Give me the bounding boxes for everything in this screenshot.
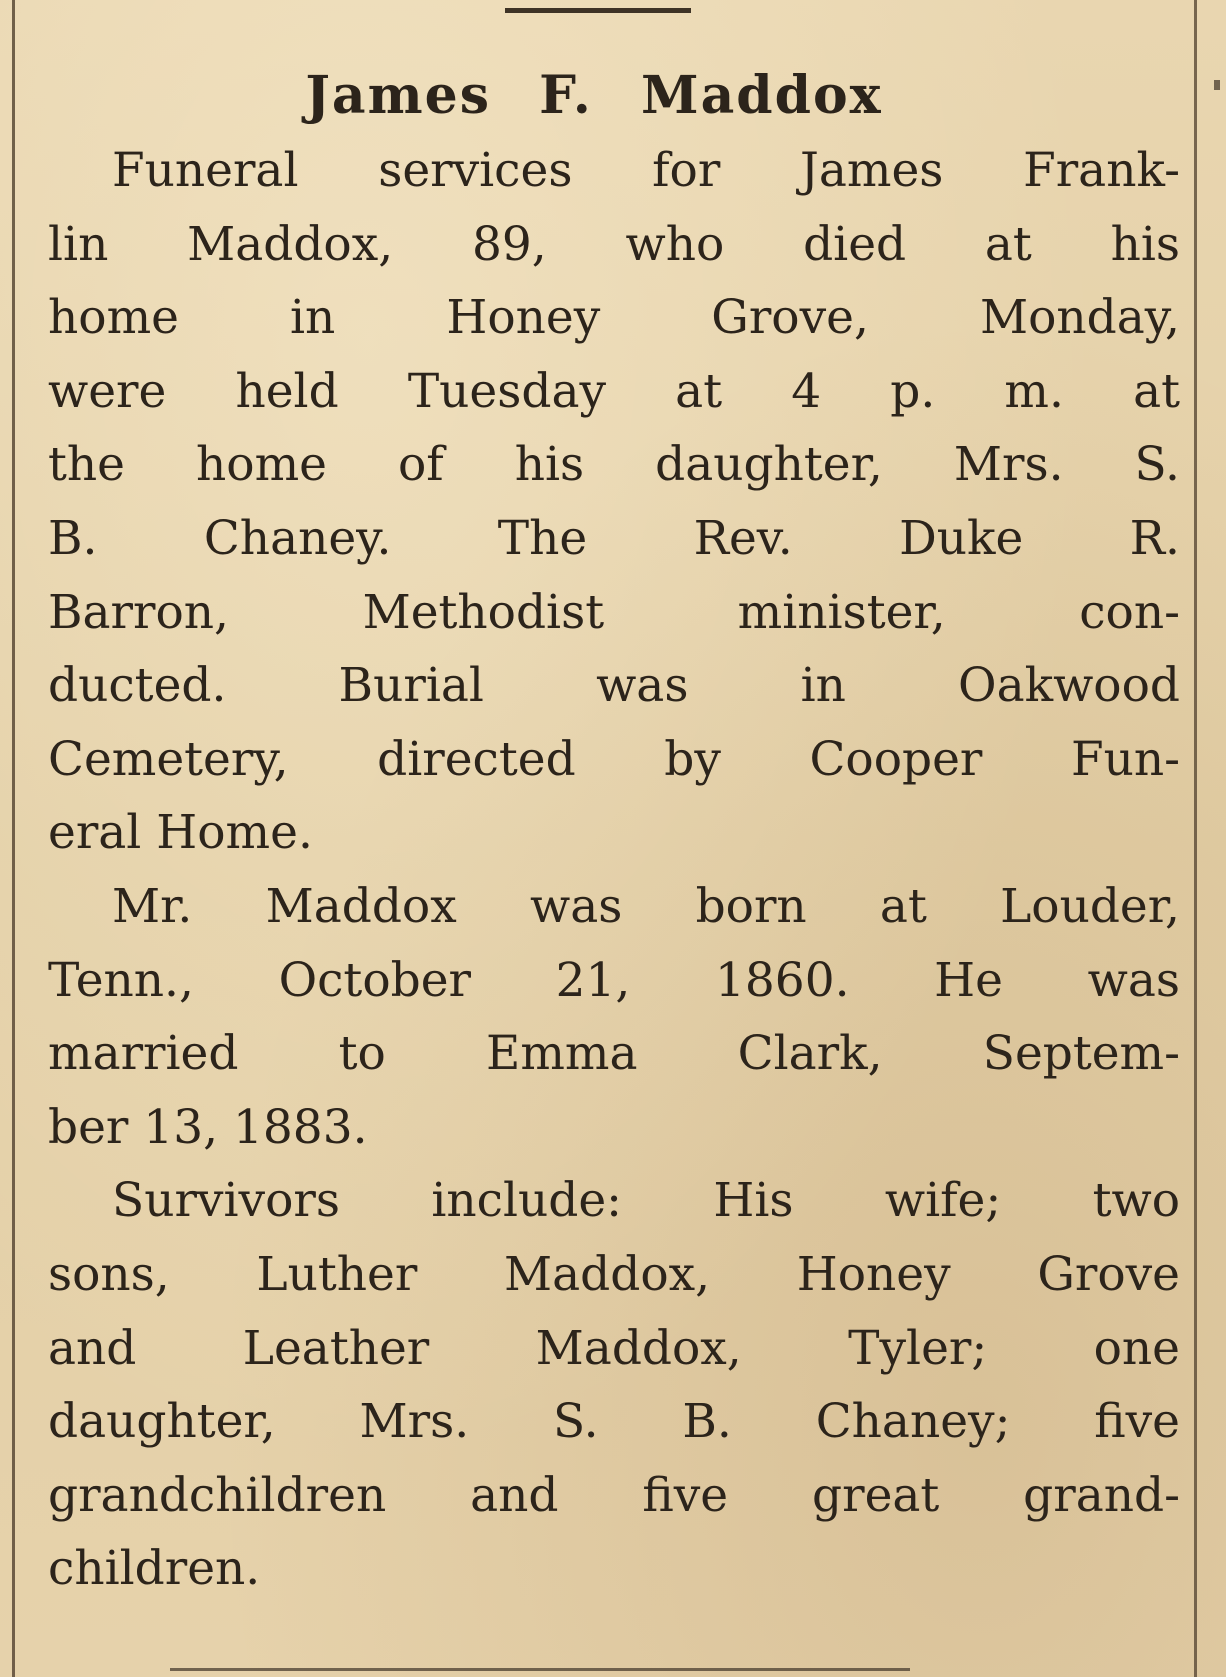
text-line: lin Maddox, 89, who died at his	[48, 216, 1180, 272]
text-line: the home of his daughter, Mrs. S.	[48, 437, 1180, 493]
top-divider-rule	[505, 8, 691, 13]
text-line: Mr. Maddox was born at Louder,	[112, 878, 1180, 934]
text-line: B. Chaney. The Rev. Duke R.	[48, 510, 1180, 566]
text-line: married to Emma Clark, Septem-	[48, 1026, 1180, 1082]
text-line: were held Tuesday at 4 p. m. at	[48, 363, 1180, 419]
obituary-headline: James F. Maddox	[305, 65, 883, 126]
text-line: and Leather Maddox, Tyler; one	[48, 1320, 1180, 1376]
bottom-divider-rule	[170, 1668, 910, 1671]
text-line: children.	[48, 1541, 261, 1597]
left-column-rule	[12, 0, 15, 1677]
text-line: sons, Luther Maddox, Honey Grove	[48, 1246, 1180, 1302]
text-line: ber 13, 1883.	[48, 1099, 368, 1155]
text-line: Funeral services for James Frank-	[112, 143, 1180, 198]
text-line: daughter, Mrs. S. B. Chaney; five	[48, 1394, 1180, 1450]
text-line: eral Home.	[48, 805, 313, 861]
paragraph-survivors	[48, 1164, 1180, 1606]
text-line: Cemetery, directed by Cooper Fun-	[48, 731, 1180, 787]
text-line: Barron, Methodist minister, con-	[48, 584, 1180, 640]
paragraph-birth-marriage	[48, 870, 1180, 1164]
right-column-rule	[1194, 0, 1197, 1677]
text-line: Tenn., October 21, 1860. He was	[48, 952, 1180, 1008]
text-line: grandchildren and five great grand-	[48, 1467, 1180, 1523]
text-line: home in Honey Grove, Monday,	[48, 290, 1180, 346]
obituary-article	[48, 58, 1180, 1606]
paragraph-funeral-services	[48, 134, 1180, 870]
text-line: Survivors include: His wife; two	[112, 1173, 1180, 1229]
adjacent-column-fragment	[1214, 80, 1220, 90]
text-line: ducted. Burial was in Oakwood	[48, 658, 1180, 714]
